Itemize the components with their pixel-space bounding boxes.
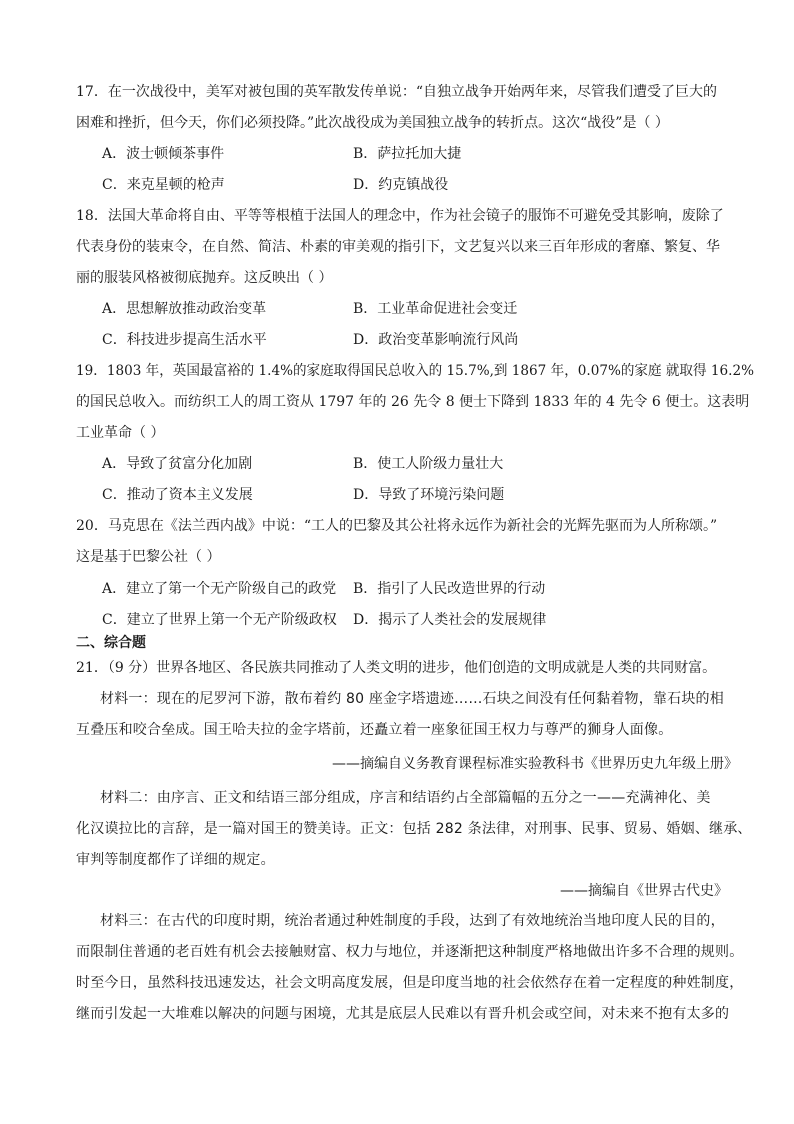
material2-line1: 材料二：由序言、正文和结语三部分组成，序言和结语约占全部篇幅的五分之一——充满神化、美 xyxy=(100,790,711,806)
q18-stem-line3: 丽的服装风格被彻底抛弃。这反映出（ ） xyxy=(76,270,333,286)
q17-option-d: D．约克镇战役 xyxy=(353,177,449,193)
material1-line1: 材料一：现在的尼罗河下游，散布着约 80 座金字塔遗迹……石块之间没有任何黏着物，靠石块的相 xyxy=(100,691,724,707)
q19-option-c: C．推动了资本主义发展 xyxy=(102,487,253,503)
q18-option-c: C．科技进步提高生活水平 xyxy=(102,332,267,348)
q20-option-a: A．建立了第一个无产阶级自己的政党 xyxy=(102,581,337,597)
q19-stem-line2: 的国民总收入。而纺织工人的周工资从 1797 年的 26 先令 8 便士下降到 1833 年的 4 先令 6 便士。这表明 xyxy=(76,394,750,410)
q17-stem-line1: 17．在一次战役中，美军对被包围的英军散发传单说：“自独立战争开始两年来，尽管我们遭受了巨大的 xyxy=(76,84,717,100)
material3-line3: 时至今日，虽然科技迅速发达，社会文明高度发展，但是印度当地的社会依然存在着一定程度的种姓制度， xyxy=(76,975,744,991)
q17-option-a: A．波士顿倾茶事件 xyxy=(102,146,225,162)
q19-stem-line1: 19．1803 年，英国最富裕的 1.4%的家庭取得国民总收入的 15.7%,到 1867 年，0.07%的家庭 就取得 16.2% xyxy=(76,363,754,379)
q20-option-d: D．揭示了人类社会的发展规律 xyxy=(353,612,547,628)
material3-line2: 而限制住普通的老百姓有机会去接触财富、权力与地位，并逐渐把这种制度严格地做出许多不合理的规则。 xyxy=(76,944,744,960)
material2-line3: 审判等制度都作了详细的规定。 xyxy=(76,852,275,868)
material3-line1: 材料三：在古代的印度时期，统治者通过种姓制度的手段，达到了有效地统治当地印度人民的目的， xyxy=(100,913,725,929)
q17-option-c: C．来克星顿的枪声 xyxy=(102,177,225,193)
q18-option-b: B．工业革命促进社会变迁 xyxy=(353,301,518,317)
q20-option-b: B．指引了人民改造世界的行动 xyxy=(353,581,546,597)
material3-line4: 继而引发起一大堆难以解决的问题与困境，尤其是底层人民难以有晋升机会或空间，对未来不抱有太多的 xyxy=(76,1006,730,1022)
material2-source: ——摘编自《世界古代史》 xyxy=(560,883,728,899)
q18-stem-line1: 18．法国大革命将自由、平等等根植于法国人的理念中，作为社会镜子的服饰不可避免受其影响，废除了 xyxy=(76,208,724,224)
q20-stem-line2: 这是基于巴黎公社（ ） xyxy=(76,549,221,565)
q17-stem-line2: 困难和挫折，但今天，你们必须投降。”此次战役成为美国独立战争的转折点。这次“战役”是（ ） xyxy=(76,115,669,131)
q18-option-d: D．政治变革影响流行风尚 xyxy=(353,332,519,348)
material1-line2: 互叠压和咬合垒成。国王哈夫拉的金字塔前，还矗立着一座象征国王权力与尊严的狮身人面像。 xyxy=(76,722,673,738)
q17-option-b: B．萨拉托加大捷 xyxy=(353,146,462,162)
q18-option-a: A．思想解放推动政治变革 xyxy=(102,301,267,317)
q21-intro: 21．（9 分）世界各地区、各民族共同推动了人类文明的进步，他们创造的文明成就是人类的共同财富。 xyxy=(76,660,717,676)
q19-option-b: B．使工人阶级力量壮大 xyxy=(353,456,504,472)
material2-line2: 化汉谟拉比的言辞，是一篇对国王的赞美诗。正文：包括 282 条法律，对刑事、民事、贸易、婚姻、继承、 xyxy=(76,821,752,837)
material1-source: ——摘编自义务教育课程标准实验教科书《世界历史九年级上册》 xyxy=(332,756,738,772)
q18-stem-line2: 代表身份的装束令，在自然、简洁、朴素的审美观的指引下，文艺复兴以来三百年形成的奢靡、繁复、华 xyxy=(76,239,720,255)
q20-option-c: C．建立了世界上第一个无产阶级政权 xyxy=(102,612,337,628)
section-heading: 二、综合题 xyxy=(76,635,146,651)
q20-stem-line1: 20．马克思在《法兰西内战》中说：“工人的巴黎及其公社将永远作为新社会的光辉先驱而为人所称颂。” xyxy=(76,518,718,534)
q19-stem-line3: 工业革命（ ） xyxy=(76,425,165,441)
q19-option-d: D．导致了环境污染问题 xyxy=(353,487,505,503)
q19-option-a: A．导致了贫富分化加剧 xyxy=(102,456,253,472)
